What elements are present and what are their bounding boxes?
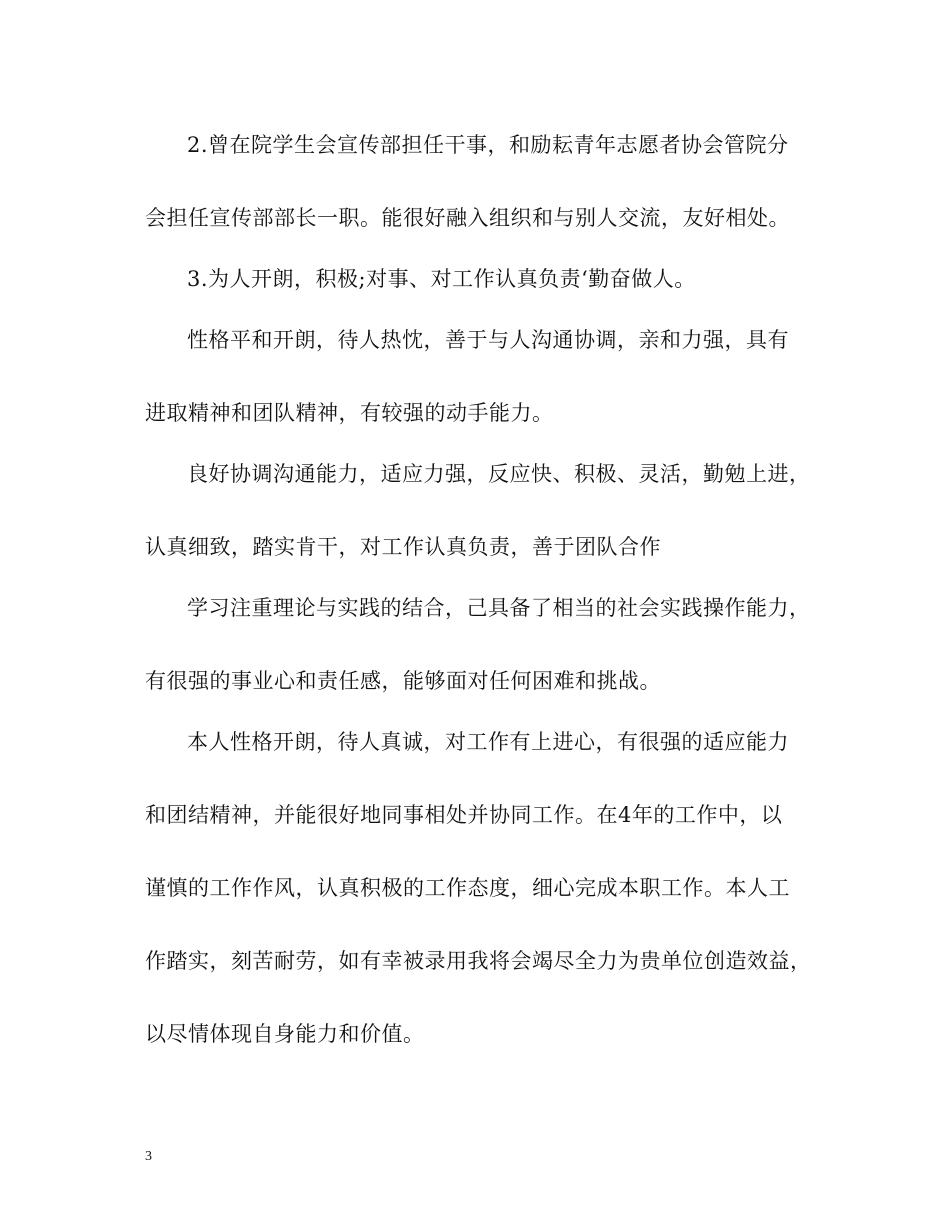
text-line-9: 有很强的事业心和责任感，能够面对任何困难和挑战。 [145, 669, 661, 693]
text-line-8: 学习注重理论与实践的结合，己具备了相当的社会实践操作能力， [187, 596, 811, 620]
text-line-5: 进取精神和团队精神，有较强的动手能力。 [145, 401, 554, 425]
text-line-6: 良好协调沟通能力，适应力强，反应快、积极、灵活，勤勉上进， [187, 462, 811, 486]
text-line-11: 和团结精神，并能很好地同事相处并协同工作。在4年的工作中，以 [145, 803, 783, 827]
text-line-12: 谨慎的工作作风，认真积极的工作态度，细心完成本职工作。本人工 [145, 876, 790, 900]
text-line-14: 以尽情体现自身能力和价值。 [145, 1022, 425, 1046]
text-line-4: 性格平和开朗，待人热忱，善于与人沟通协调，亲和力强，具有 [187, 328, 789, 352]
text-line-3: 3.为人开朗，积极;对事、对工作认真负责‘勤奋做人。 [187, 267, 696, 291]
text-line-10: 本人性格开朗，待人真诚，对工作有上进心，有很强的适应能力 [187, 730, 789, 754]
text-line-1: 2.曾在院学生会宣传部担任干事，和励耘青年志愿者协会管院分 [187, 133, 789, 157]
text-line-7: 认真细致，踏实肯干，对工作认真负责，善于团队合作 [145, 535, 661, 559]
text-line-2: 会担任宣传部部长一职。能很好融入组织和与别人交流，友好相处。 [145, 206, 790, 230]
text-line-13: 作踏实，刻苦耐劳，如有幸被录用我将会竭尽全力为贵单位创造效益， [145, 949, 812, 973]
page-number: 3 [145, 1149, 152, 1164]
